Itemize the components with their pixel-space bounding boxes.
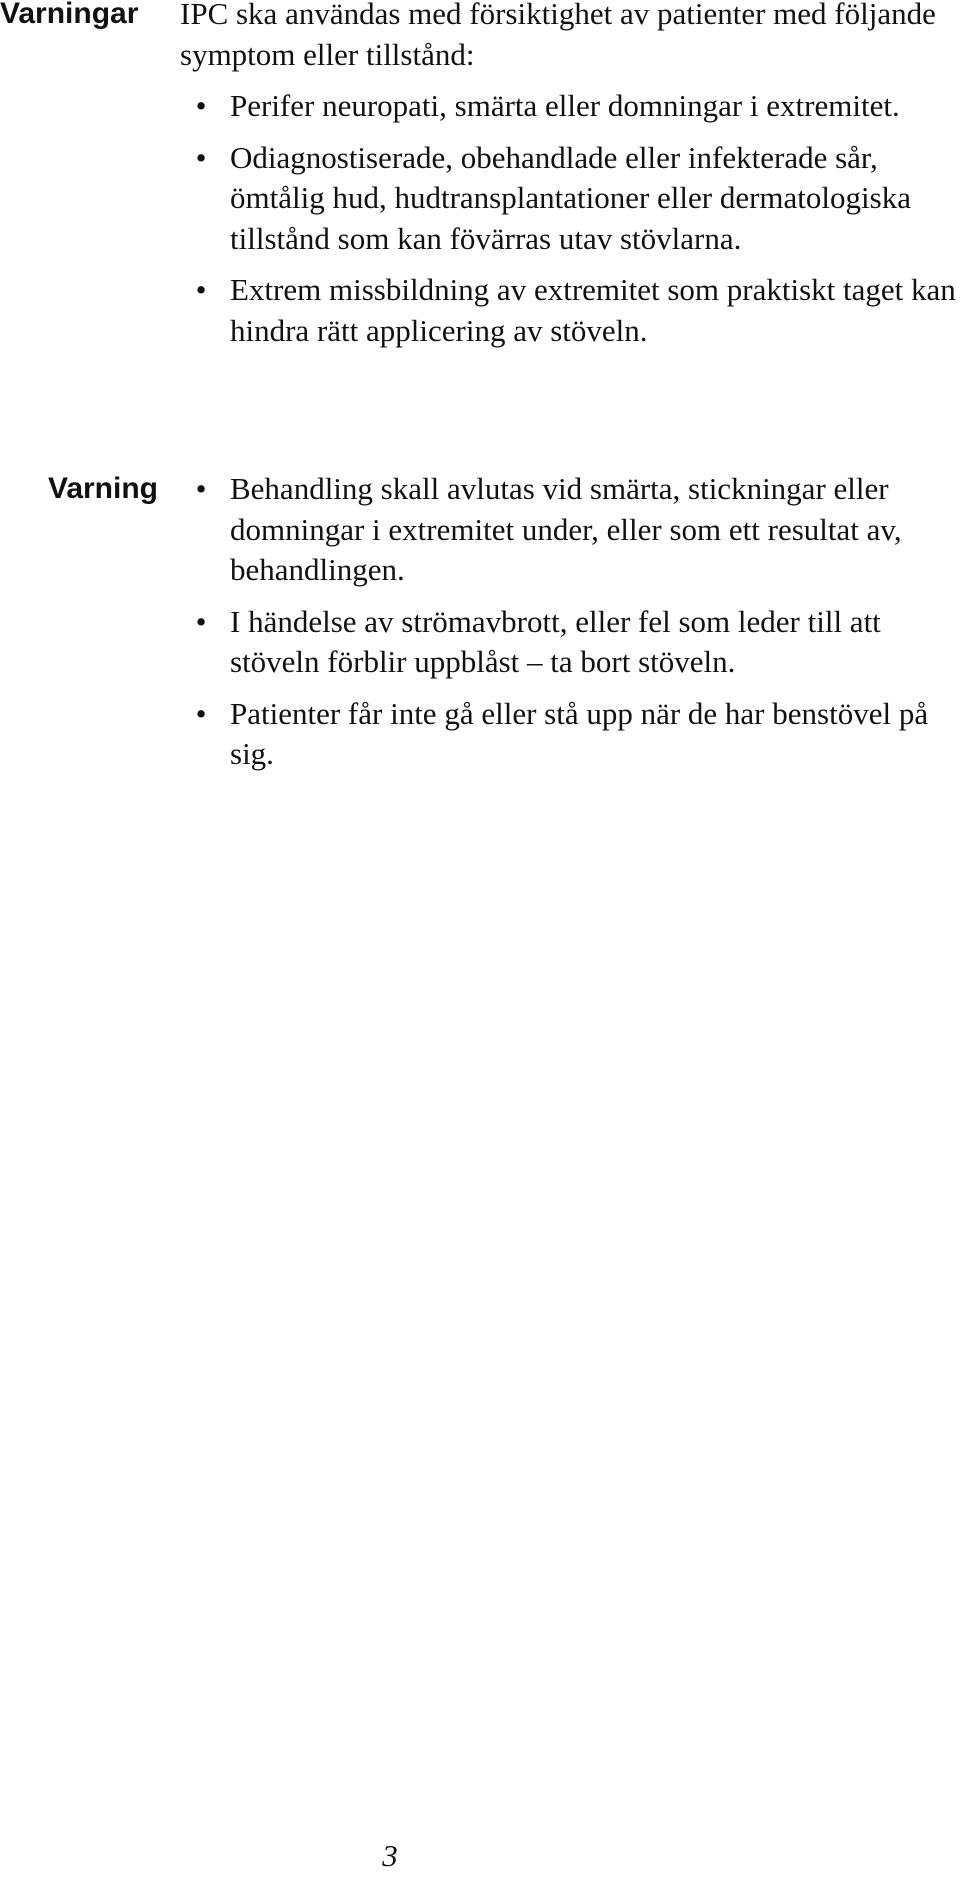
list-item (180, 270, 960, 351)
list-item-text: I händelse av strömavbrott, eller fel som leder till att stöveln förblir uppblåst – ta bort stöveln. (230, 603, 881, 679)
list-item (180, 469, 960, 591)
list-item-text: Extrem missbildning av extremitet som praktiskt taget kan hindra rätt applicering av stöveln. (230, 272, 956, 348)
list-item (180, 602, 960, 683)
list-item-text: Perifer neuropati, smärta eller domningar i extremitet. (230, 88, 900, 123)
bullet-icon: • (195, 471, 207, 506)
list-item (180, 694, 960, 775)
bullet-icon: • (195, 88, 207, 123)
section-heading: Varningar (0, 0, 139, 30)
bullet-icon: • (195, 139, 207, 175)
list-item-text: Patienter får inte gå eller stå upp när de har benstövel på sig. (230, 695, 929, 771)
bullet-icon: • (195, 695, 207, 731)
list-item (180, 138, 960, 260)
list-item (180, 86, 960, 127)
list-item-text: Odiagnostiserade, obehandlade eller infekterade sår, ömtålig hud, hudtransplantationer eller dermatologiska tillstånd som kan fövärras utav stövlarna. (230, 139, 911, 256)
bullet-icon: • (195, 603, 207, 639)
warning-list (180, 86, 960, 362)
page-number: 3 (382, 1838, 398, 1873)
section-heading: Varning (47, 472, 158, 505)
caution-list (180, 469, 960, 786)
list-item-text: Behandling skall avlutas vid smärta, stickningar eller domningar i extremitet under, eller som ett resultat av, behandlingen. (230, 471, 902, 587)
intro-paragraph: IPC ska användas med försiktighet av patienter med följande symptom eller tillstånd: (180, 0, 936, 72)
bullet-icon: • (195, 272, 207, 307)
